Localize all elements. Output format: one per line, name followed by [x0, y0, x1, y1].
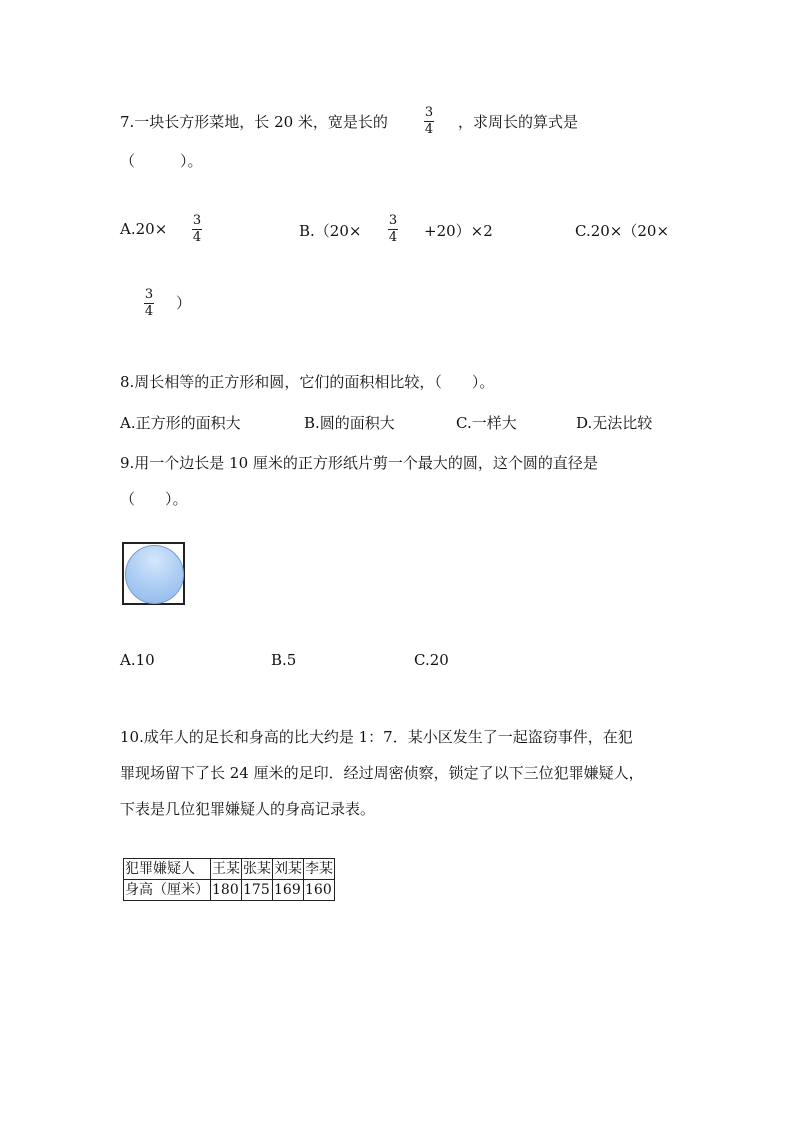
table-cell: 180	[211, 880, 242, 901]
fraction-numerator: 3	[192, 213, 202, 228]
table-cell: 刘某	[273, 859, 304, 880]
fraction-numerator: 3	[388, 213, 398, 228]
fraction-numerator: 3	[144, 287, 154, 302]
fraction-denominator: 4	[192, 230, 202, 245]
q8-option-a[interactable]: A.正方形的面积大	[120, 414, 241, 432]
q7-option-b[interactable]: B.（20×	[299, 222, 362, 240]
fraction-denominator: 4	[144, 304, 154, 319]
q8-option-b[interactable]: B.圆的面积大	[304, 414, 395, 432]
inscribed-circle	[125, 545, 184, 604]
q7-option-b-suffix: +20）×2	[424, 222, 493, 240]
q8-option-d[interactable]: D.无法比较	[576, 414, 653, 432]
q9-option-b[interactable]: B.5	[271, 651, 297, 669]
suspect-height-table	[123, 858, 335, 901]
q10-line-2: 罪现场留下了长 24 厘米的足印．经过周密侦察，锁定了以下三位犯罪嫌疑人，	[120, 764, 644, 782]
q7-option-c-fraction	[144, 288, 154, 318]
table-cell: 王某	[211, 859, 242, 880]
q7-text-b: ，求周长的算式是	[458, 113, 579, 131]
table-cell: 169	[273, 880, 304, 901]
table-cell: 175	[242, 880, 273, 901]
q9-text: 9.用一个边长是 10 厘米的正方形纸片剪一个最大的圆，这个圆的直径是	[120, 454, 598, 472]
fraction-numerator: 3	[424, 105, 434, 120]
q7-option-a[interactable]: A.20×	[120, 220, 168, 238]
q7-blank: （ ）。	[120, 152, 203, 170]
q7-option-c-suffix: ）	[176, 294, 192, 312]
table-cell: 张某	[242, 859, 273, 880]
fraction-denominator: 4	[424, 122, 434, 137]
q10-line-1: 10.成年人的足长和身高的比大约是 1：7．某小区发生了一起盗窃事件，在犯	[120, 728, 633, 746]
q7-option-a-fraction	[192, 214, 202, 244]
table-cell: 身高（厘米）	[124, 880, 211, 901]
table-cell: 犯罪嫌疑人	[124, 859, 211, 880]
q7-option-c[interactable]: C.20×（20×	[575, 222, 670, 240]
q9-blank: （ ）。	[120, 490, 188, 508]
q9-option-a[interactable]: A.10	[120, 651, 155, 669]
square-with-circle-figure	[122, 542, 185, 605]
q7-option-b-fraction	[388, 214, 398, 244]
q8-text: 8.周长相等的正方形和圆，它们的面积相比较，（ ）。	[120, 373, 495, 391]
q9-option-c[interactable]: C.20	[414, 651, 449, 669]
table-cell: 李某	[304, 859, 335, 880]
fraction-denominator: 4	[388, 230, 398, 245]
q7-fraction	[424, 106, 434, 136]
table-header-row	[124, 859, 335, 880]
table-row	[124, 880, 335, 901]
q10-line-3: 下表是几位犯罪嫌疑人的身高记录表。	[120, 800, 376, 818]
table-cell: 160	[304, 880, 335, 901]
q8-option-c[interactable]: C.一样大	[456, 414, 517, 432]
q7-text-a: 7.一块长方形菜地，长 20 米，宽是长的	[120, 113, 388, 131]
